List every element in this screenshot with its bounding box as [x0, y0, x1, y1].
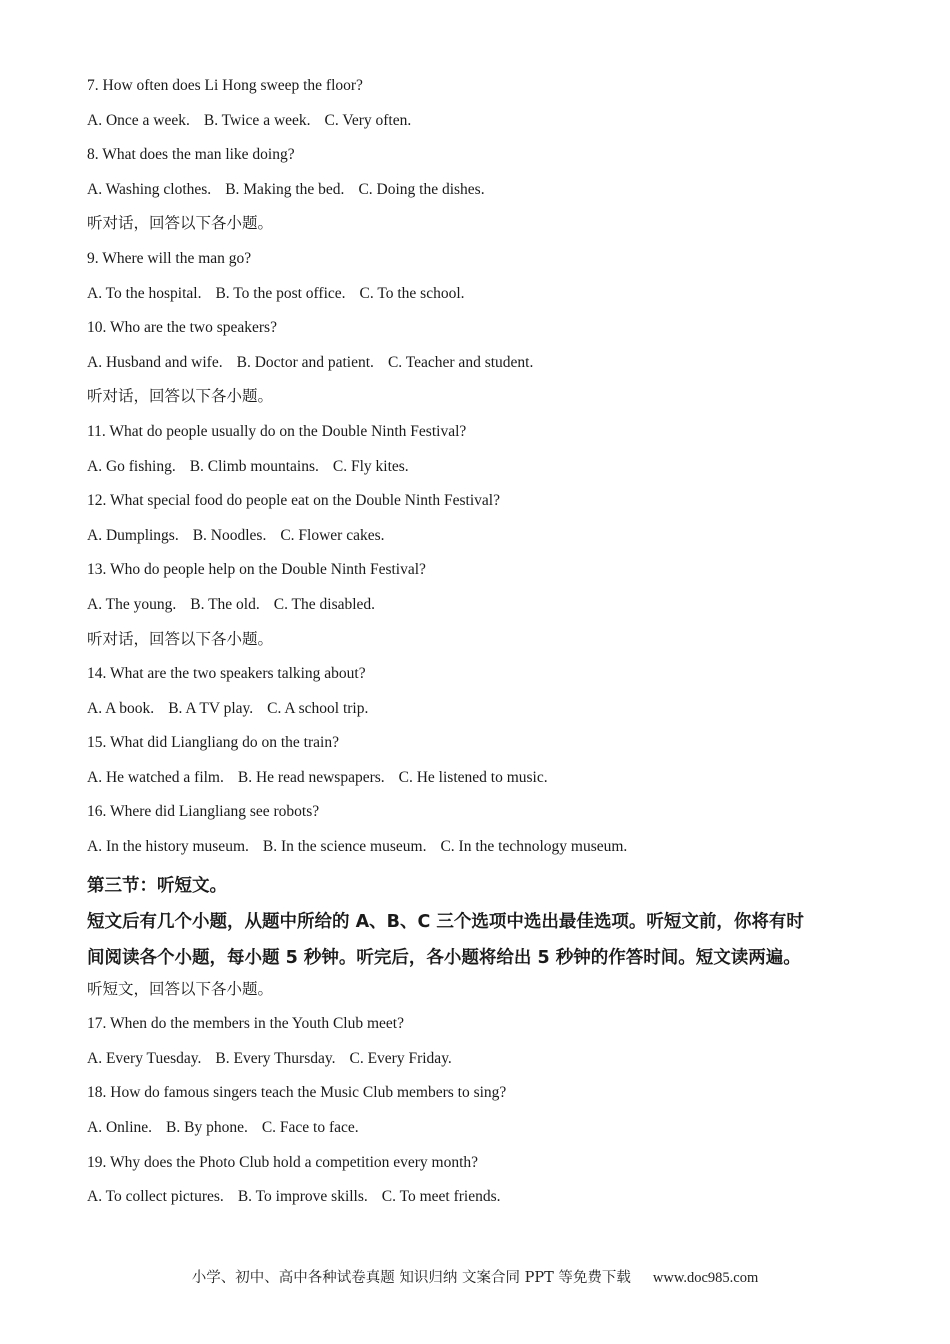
- question: 7. How often does Li Hong sweep the floor?: [87, 77, 363, 94]
- instruction: 听对话，回答以下各小题。: [87, 388, 274, 406]
- section-instruction: 间阅读各个小题，每小题 5 秒钟。听完后，各小题将给出 5 秒钟的作答时间。短文读两遍。: [87, 947, 801, 968]
- answer-options: [87, 833, 877, 868]
- answer-option: C. A school trip.: [267, 699, 369, 717]
- instruction: 听对话，回答以下各小题。: [87, 630, 274, 648]
- answer-options: [87, 176, 877, 211]
- section-instruction: 短文后有几个小题，从题中所给的 A、B、C 三个选项中选出最佳选项。听短文前，你将有时: [87, 911, 804, 932]
- answer-option: B. To improve skills.: [237, 1188, 368, 1206]
- answer-option: A. Washing clothes.: [87, 180, 212, 198]
- page-footer: [0, 1266, 950, 1287]
- answer-option: B. Climb mountains.: [189, 457, 319, 475]
- answer-option: B. A TV play.: [168, 699, 254, 717]
- answer-option: A. In the history museum.: [87, 838, 249, 856]
- answer-option: B. The old.: [190, 595, 260, 613]
- answer-option: C. In the technology museum.: [440, 838, 628, 856]
- answer-option: A. Dumplings.: [87, 526, 179, 544]
- answer-option: A. Husband and wife.: [87, 353, 223, 371]
- question: 13. Who do people help on the Double Ninth Festival?: [87, 561, 426, 579]
- answer-option: A. To the hospital.: [87, 284, 202, 302]
- footer-url[interactable]: www.doc985.com: [652, 1270, 759, 1286]
- answer-option: A. Every Tuesday.: [87, 1049, 202, 1067]
- answer-option: C. Face to face.: [261, 1119, 359, 1137]
- answer-option: B. He read newspapers.: [237, 768, 385, 786]
- answer-option: B. Making the bed.: [225, 180, 345, 198]
- question: 14. What are the two speakers talking about?: [87, 665, 366, 683]
- footer-text: 小学、初中、高中各种试卷真题 知识归纳 文案合同 PPT 等免费下载: [191, 1270, 631, 1286]
- answer-options: [87, 591, 877, 626]
- question: 12. What special food do people eat on the Double Ninth Festival?: [87, 492, 500, 510]
- instruction: 听短文，回答以下各小题。: [87, 980, 274, 998]
- answer-option: B. By phone.: [166, 1119, 248, 1137]
- answer-option: C. To the school.: [359, 284, 465, 302]
- answer-options: [87, 764, 877, 799]
- answer-option: A. The young.: [87, 595, 177, 613]
- answer-option: C. Doing the dishes.: [358, 180, 485, 198]
- answer-options: [87, 349, 877, 384]
- question: 19. Why does the Photo Club hold a competition every month?: [87, 1153, 479, 1171]
- instruction: 听对话，回答以下各小题。: [87, 215, 274, 233]
- answer-option: C. Fly kites.: [332, 457, 409, 475]
- answer-options: [87, 1045, 877, 1080]
- question: 18. How do famous singers teach the Music Club members to sing?: [87, 1084, 507, 1102]
- answer-option: C. Teacher and student.: [387, 353, 534, 371]
- answer-option: C. To meet friends.: [381, 1188, 501, 1206]
- answer-option: C. The disabled.: [273, 595, 376, 613]
- answer-options: [87, 1114, 877, 1149]
- answer-option: A. Go fishing.: [87, 457, 176, 475]
- answer-option: A. Once a week.: [87, 111, 190, 129]
- section-heading: 第三节：听短文。: [87, 875, 227, 896]
- document-body: [87, 72, 877, 1218]
- answer-option: C. Flower cakes.: [280, 526, 385, 544]
- answer-options: [87, 280, 877, 315]
- answer-option: A. Online.: [87, 1119, 153, 1137]
- answer-option: C. Every Friday.: [349, 1049, 452, 1067]
- answer-option: C. Very often.: [324, 111, 412, 129]
- answer-option: B. Noodles.: [192, 526, 267, 544]
- answer-options: [87, 1183, 877, 1218]
- answer-options: [87, 453, 877, 488]
- answer-option: B. In the science museum.: [262, 838, 427, 856]
- answer-option: A. A book.: [87, 699, 155, 717]
- answer-option: B. Doctor and patient.: [236, 353, 374, 371]
- question: 15. What did Liangliang do on the train?: [87, 734, 339, 752]
- question: 11. What do people usually do on the Double Ninth Festival?: [87, 422, 467, 440]
- answer-option: B. Twice a week.: [203, 111, 311, 129]
- question: 8. What does the man like doing?: [87, 146, 295, 164]
- answer-option: C. He listened to music.: [398, 768, 548, 786]
- question: 9. Where will the man go?: [87, 249, 252, 267]
- answer-options: [87, 522, 877, 557]
- answer-option: B. Every Thursday.: [215, 1049, 336, 1067]
- answer-options: [87, 695, 877, 730]
- question: 17. When do the members in the Youth Club meet?: [87, 1015, 404, 1033]
- question: 10. Who are the two speakers?: [87, 319, 277, 337]
- answer-options: [87, 107, 877, 142]
- answer-option: A. He watched a film.: [87, 768, 224, 786]
- question: 16. Where did Liangliang see robots?: [87, 803, 320, 821]
- answer-option: A. To collect pictures.: [87, 1188, 224, 1206]
- answer-option: B. To the post office.: [215, 284, 346, 302]
